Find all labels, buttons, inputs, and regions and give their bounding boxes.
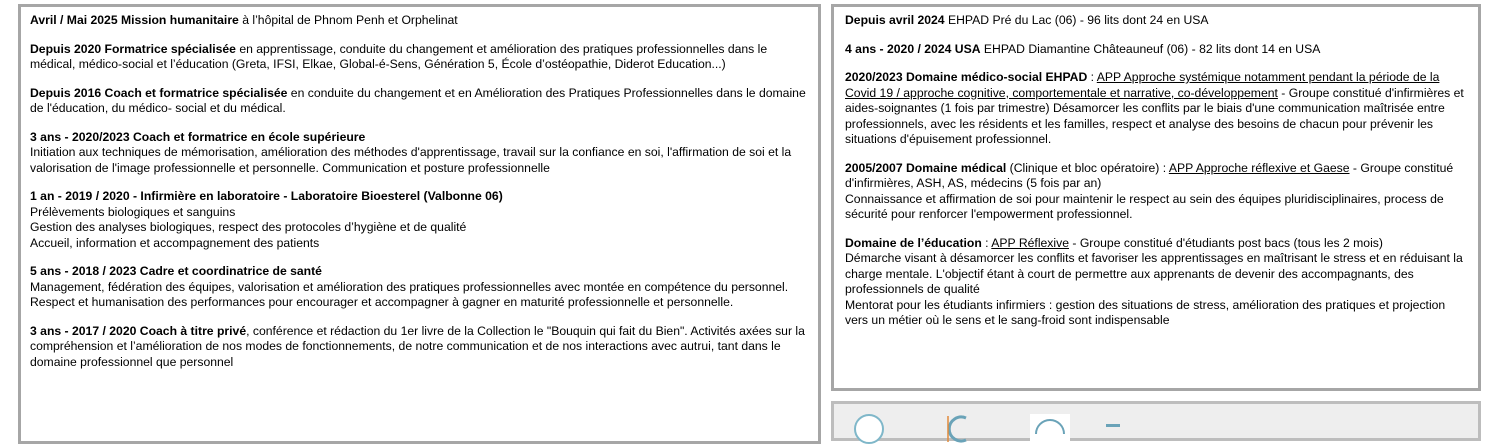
certification-logo-icon [854, 414, 884, 444]
entry-ehpad-diamantine: 4 ans - 2020 / 2024 USA EHPAD Diamantine Châteauneuf (06) - 82 lits dont 14 en USA [845, 41, 1321, 56]
logos-panel [831, 401, 1481, 441]
entry-private-coach: 3 ans - 2017 / 2020 Coach à titre privé, conférence et rédaction du 1er livre de la Collection le "Bouquin qui fait du Bien". Activités axées sur la compréhension et l’amélioration de nos modes de fonctionnements, de notre communication et de nos interactions avec autrui, tant dans le domaine professionnel que personnel [30, 323, 805, 369]
partner-mark-icon [1030, 414, 1070, 442]
entry-humanitarian: Avril / Mai 2025 Mission humanitaire à l’hôpital de Phnom Penh et Orphelinat [30, 13, 458, 27]
partner-logo-icon [1030, 414, 1070, 442]
experience-panel-left [18, 4, 821, 444]
experience-panel-right [831, 4, 1481, 391]
entry-ehpad-pre-du-lac: Depuis avril 2024 EHPAD Pré du Lac (06) - 96 lits dont 24 en USA [845, 13, 1209, 27]
c-logo-icon [944, 414, 972, 444]
entry-coach-2016: Depuis 2016 Coach et formatrice spécialisée en conduite du changement et en Amélioration des Pratiques Professionnelles dans le domaine de l'éducation, du médico- social et du médical. [30, 85, 806, 115]
entry-education-domain: Domaine de l’éducation : APP Réflexive - Groupe constitué d'étudiants post bacs (tous les 2 mois) Démarche visant à désamorcer les conflits et favoriser les apprentissages en maîtrisant le stress et en réduisant la charge mentale. L'objectif étant à court de permettre aux apprenants de devenir des accompagnants, des professionnels de qualité Mentorat pour les étudiants infirmiers : gestion des situations de stress, amélioration des pratiques et projection vers un métier où le sens et le sang-froid sont indispensable [845, 235, 1463, 327]
entry-medico-social: 2020/2023 Domaine médico-social EHPAD : APP Approche systémique notamment pendant la période de la Covid 19 / approche cognitive, comportementale et narrative, co-développement - Groupe constitué d'infirmières et aides-soignantes (1 fois par trimestre) Désamorcer les conflits par le biais d'une communication maîtrisée entre professionnels, avec les résidents et les familles, respect et analyse des besoins de chacun pour prévenir les situations d'épuisement professionnel. [845, 70, 1464, 146]
entry-trainer-2020: Depuis 2020 Formatrice spécialisée en apprentissage, conduite du changement et amélioration des pratiques professionnelles dans le médical, médico-social et l’éducation (Greta, IFSI, Elkae, Global-é-Sens, Génération 5, École d’ostéopathie, Diderot Education...) [30, 41, 768, 71]
entry-health-manager: 5 ans - 2018 / 2023 Cadre et coordinatrice de santé Management, fédération des équipes, valorisation et amélioration des pratiques professionnelles avec montée en compétence du personnel. Respect et humanisation des performances pour encourager et accompagner à gagner en maturité professionnelle et personnelle. [30, 264, 789, 309]
section-mark-icon [1106, 424, 1120, 427]
entry-school-coach: 3 ans - 2020/2023 Coach et formatrice en école supérieure Initiation aux techniques de mémorisation, amélioration des méthodes d'apprentissage, travail sur la confiance en soi, l'affirmation de soi et la valorisation de l'image professionnelle et personnelle. Communication et posture professionnelle [30, 129, 792, 175]
entry-lab-nurse: 1 an - 2019 / 2020 - Infirmière en laboratoire - Laboratoire Bioesterel (Valbonne 06) Prélèvements biologiques et sanguins Gestion des analyses biologiques, respect des protocoles d’hygiène et de qualité Accueil, information et accompagnement des patients [30, 189, 503, 250]
entry-medical-domain: 2005/2007 Domaine médical (Clinique et bloc opératoire) : APP Approche réflexive et Gaese - Groupe constitué d'infirmières, ASH, AS, médecins (5 fois par an) Connaissance et affirmation de soi pour maintenir le respect au sein des équipes pluridisciplinaires, process de sécurité pour renforcer l'empowerment professionnel. [845, 160, 1454, 221]
